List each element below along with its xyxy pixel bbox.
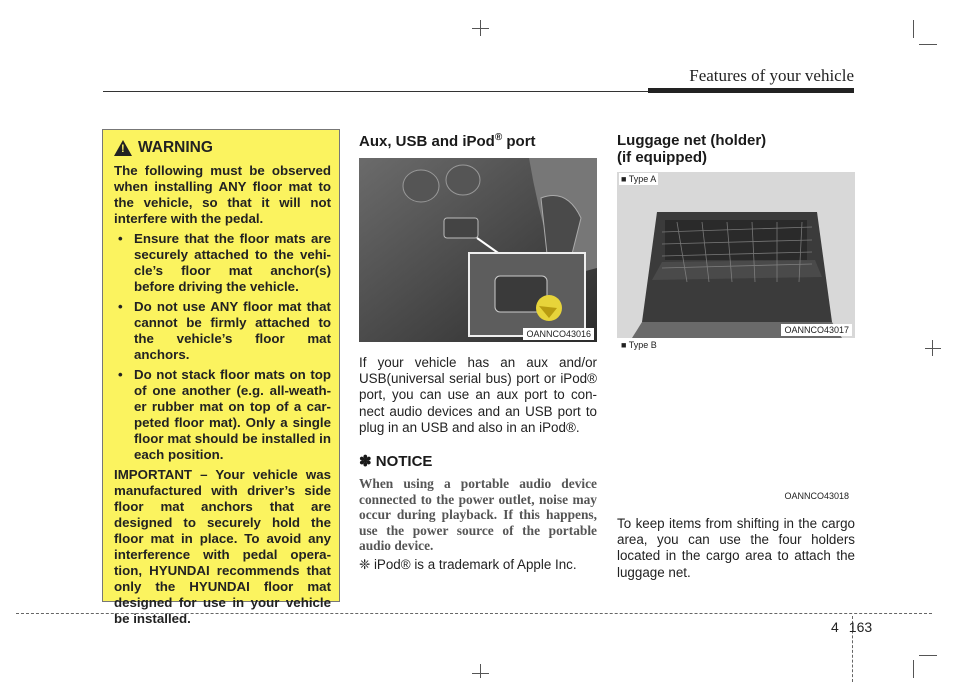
cargo-net-illustration <box>617 172 855 338</box>
aux-port-illustration <box>359 158 597 342</box>
notice-body: When using a portable audio device connected to the power outlet, noise may occur during playback. If this happens, use the power source of the portable audio device. <box>359 476 597 553</box>
warning-box <box>102 129 340 626</box>
crop-mark-top-right <box>913 20 914 38</box>
crop-mark-top-right-bar <box>919 44 937 45</box>
header-rule <box>103 91 648 92</box>
aux-body: If your vehicle has an aux and/or USB(universal serial bus) port or iPod® port, you can use an aux port to con- nect audio devices and an USB port to plug in an USB and also in an iPod®. <box>359 355 597 435</box>
aux-heading: Aux, USB and iPod® port <box>359 132 536 150</box>
crop-mark-bottom-right <box>919 655 937 656</box>
crop-mark-bottom <box>480 664 481 678</box>
luggage-body: To keep items from shifting in the cargo area, you can use the four holders located in the cargo area to attach the luggage net. <box>617 516 855 580</box>
crop-mark-right-bar <box>925 348 941 349</box>
warning-title: WARNING <box>138 139 213 156</box>
luggage-type-a-photo <box>617 172 855 338</box>
section-number: 4 <box>831 619 839 635</box>
footer-rule <box>16 613 932 614</box>
luggage-type-b-photo <box>617 338 855 504</box>
page-number <box>831 619 872 635</box>
type-a-code: OANNCO43017 <box>781 324 852 336</box>
type-b-label: ■ Type B <box>621 340 657 350</box>
header-title: Features of your vehicle <box>689 66 854 85</box>
warning-bullets <box>114 231 331 463</box>
warning-important: IMPORTANT – Your vehicle was manufactured with driver’s side floor mat anchors that are designed to securely hold the floor mat in place. To avoid any interference with pedal opera- tion, HYUNDAI recommends that only the HYUNDAI floor mat designed for use in your vehicle be installed. <box>114 467 331 626</box>
crop-mark-bottom-right-v <box>913 660 914 678</box>
warning-bullet: • Do not use ANY floor mat that cannot be firmly attached to the vehicle’s floor mat anchors. <box>114 299 331 363</box>
ipod-trademark: ❈ iPod® is a trademark of Apple Inc. <box>359 557 577 572</box>
warning-intro: The following must be observed when installing ANY floor mat to the vehicle, so that it will not interfere with the pedal. <box>114 163 331 226</box>
warning-bullet: • Ensure that the floor mats are securely attached to the vehi- cle’s floor mat anchor(s) before driving the vehicle. <box>114 231 331 295</box>
type-b-code: OANNCO43018 <box>781 490 852 502</box>
notice-title: ✽ NOTICE <box>359 453 433 470</box>
page-number-value: 163 <box>848 619 873 635</box>
warning-header <box>114 140 331 156</box>
aux-photo-code: OANNCO43016 <box>523 328 594 340</box>
header-rule-accent <box>648 88 854 93</box>
warning-bullet: • Do not stack floor mats on top of one another (e.g. all-weath- er rubber mat on top of a car- peted floor mat). Only a single floor mat should be installed in each position. <box>114 367 331 463</box>
warning-icon: ! <box>114 140 132 156</box>
type-a-label: ■ Type A <box>621 174 657 184</box>
crop-mark-bottom-bar <box>472 673 489 674</box>
crop-mark-top-bar <box>472 28 489 29</box>
aux-port-photo <box>359 158 597 342</box>
luggage-heading: Luggage net (holder) (if equipped) <box>617 132 767 166</box>
